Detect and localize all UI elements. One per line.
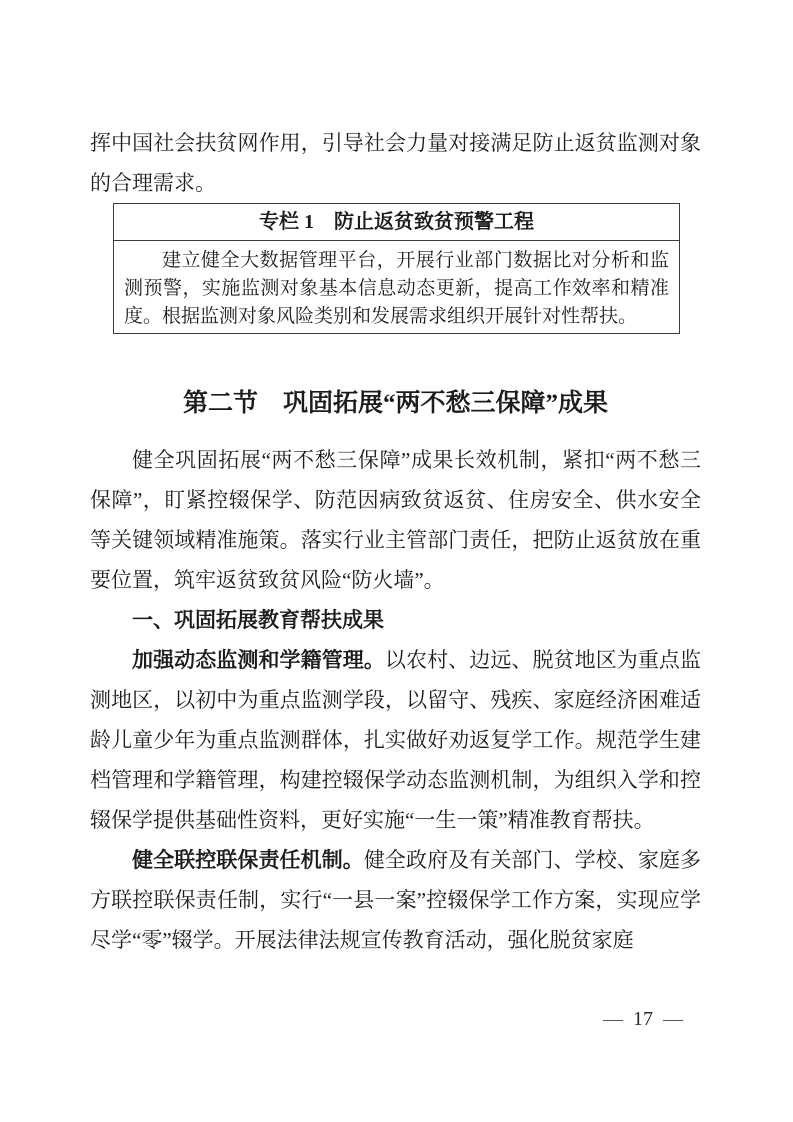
intro-paragraph: 挥中国社会扶贫网作用，引导社会力量对接满足防止返贫监测对象的合理需求。 [90,131,701,195]
paragraph-responsibility-text: 健全政府及有关部门、学校、家庭多方联控联保责任制，实行“一县一案”控辍保学工作方案，实现应学尽学“零”辍学。开展法律法规宣传教育活动，强化脱贫家庭 [90,848,702,952]
paragraph-responsibility-lead: 健全联控联保责任机制。 [132,848,364,872]
callout-box [113,203,680,334]
paragraph-responsibility [90,840,701,960]
subheading-education: 一、巩固拓展教育帮扶成果 [132,608,384,632]
paragraph-education-lead: 加强动态监测和学籍管理。 [132,648,385,672]
footer-right-dash: — [663,1008,683,1030]
paragraph-education [90,640,701,840]
paragraph-overview: 健全巩固拓展“两不愁三保障”成果长效机制，紧扣“两不愁三保障”，盯紧控辍保学、防范因病致贫返贫、住房安全、供水安全等关键领域精准施策。落实行业主管部门责任，把防止返贫放在重要位置，筑牢返贫致贫风险“防火墙”。 [90,448,701,592]
section-heading: 第二节 巩固拓展“两不愁三保障”成果 [182,390,608,417]
paragraph-education-text: 以农村、边远、脱贫地区为重点监测地区，以初中为重点监测学段，以留守、残疾、家庭经济困难适龄儿童少年为重点监测群体，扎实做好劝返复学工作。规范学生建档管理和学籍管理，构建控辍保学动态监测机制，为组织入学和控辍保学提供基础性资料，更好实施“一生一策”精准教育帮扶。 [90,648,702,832]
page-number-footer [593,1008,693,1031]
document-page [90,123,701,960]
footer-page-number: 17 [633,1008,653,1030]
callout-title: 专栏 1 防止返贫致贫预警工程 [114,204,679,241]
callout-body: 建立健全大数据管理平台，开展行业部门数据比对分析和监测预警，实施监测对象基本信息动态更新，提高工作效率和精准度。根据监测对象风险类别和发展需求组织开展针对性帮扶。 [124,250,669,327]
footer-left-dash: — [603,1008,623,1030]
